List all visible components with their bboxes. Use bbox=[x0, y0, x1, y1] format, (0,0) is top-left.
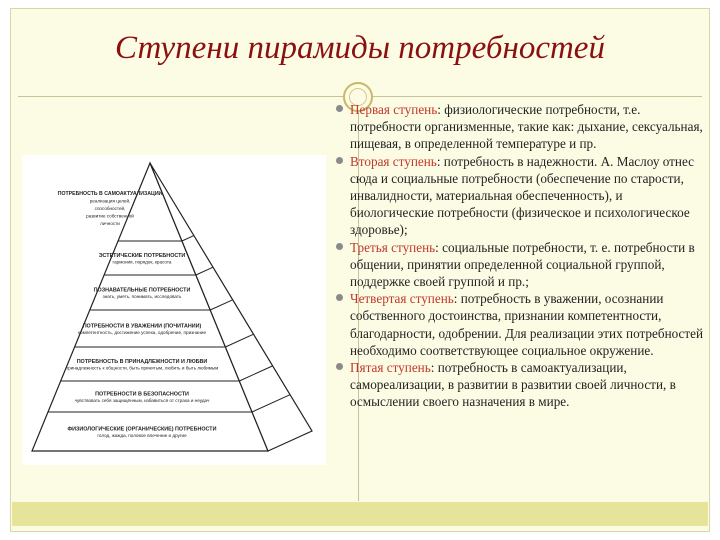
bullet-icon bbox=[336, 157, 343, 164]
pyramid-layer-subtitle: принадлежность к общности, быть принятым, любить и быть любимым bbox=[65, 365, 219, 371]
pyramid-layer-subtitle: гармония, порядок, красота bbox=[112, 259, 172, 265]
pyramid-svg bbox=[22, 155, 326, 465]
needs-steps-list bbox=[336, 101, 704, 411]
pyramid-layer-subtitle: чувствовать себя защищённым, избавиться от страха и неудач bbox=[74, 397, 210, 403]
list-item bbox=[336, 359, 704, 411]
pyramid-layer-subtitle: знать, уметь, понимать, исследовать bbox=[102, 293, 182, 299]
bullet-icon bbox=[336, 105, 343, 112]
step-text: : потребность в уважении, осознании собственного достоинства, признании компетентности, благодарности, одобрении. Для реализации этих потребностей необходимо соответствующее социальное окружение. bbox=[350, 291, 704, 358]
slide-title: Ступени пирамиды потребностей bbox=[115, 30, 605, 66]
pyramid-layer-subtitle: развитие собственной bbox=[86, 213, 134, 219]
list-item bbox=[336, 239, 704, 291]
step-text: : потребность в надежности. А. Маслоу отнес сюда и социальные потребности (обеспечение по старости, инвалидности, материальная обеспеченность), и биологические потребности (физическое и психологическое здоровье); bbox=[350, 153, 694, 238]
pyramid-layer-subtitle: голод, жажда, половое влечение и другие bbox=[97, 432, 187, 438]
pyramid-layer-subtitle: способностей, bbox=[94, 206, 126, 211]
pyramid-layer-title: ЭСТЕТИЧЕСКИЕ ПОТРЕБНОСТИ bbox=[98, 252, 186, 259]
step-text: : физиологические потребности, т.е. потребности организменные, такие как: дыхание, сексуальная, пищевая, в определенной температуре и пр. bbox=[350, 102, 703, 152]
pyramid-layer-title: ПОТРЕБНОСТЬ В САМОАКТУАЛИЗАЦИИ bbox=[57, 191, 163, 197]
pyramid-layer-title: ПОЗНАВАТЕЛЬНЫЕ ПОТРЕБНОСТИ bbox=[93, 287, 191, 294]
step-label: Вторая ступень bbox=[350, 153, 437, 169]
bottom-accent-band bbox=[12, 502, 708, 526]
step-text: : социальные потребности, т. е. потребности в общении, принятии определенной социальной группой, поддержке своей группой и пр.; bbox=[350, 239, 695, 290]
pyramid-layer-title: ПОТРЕБНОСТИ В БЕЗОПАСНОСТИ bbox=[95, 391, 189, 398]
step-label: Четвертая ступень bbox=[350, 291, 454, 307]
pyramid-layer-title: ПОТРЕБНОСТЬ В ПРИНАДЛЕЖНОСТИ И ЛЮБВИ bbox=[76, 358, 208, 365]
step-label: Третья ступень bbox=[350, 239, 436, 255]
pyramid-layer-subtitle: компетентность, достижение успеха, одобрение, признание bbox=[77, 329, 207, 335]
list-item bbox=[336, 290, 704, 359]
bullet-icon bbox=[336, 363, 343, 370]
step-text: : потребность в самоактуализации, самореализации, в развитии в развитии своей личности, в осмыслении своего назначения в мире. bbox=[350, 360, 676, 410]
list-item bbox=[336, 101, 704, 153]
pyramid-layer-title: ПОТРЕБНОСТИ В УВАЖЕНИИ (ПОЧИТАНИИ) bbox=[82, 323, 202, 330]
step-label: Первая ступень bbox=[350, 102, 438, 117]
maslow-pyramid-figure bbox=[22, 155, 326, 465]
pyramid-layer-subtitle: личности bbox=[100, 221, 120, 226]
bullet-icon bbox=[336, 294, 343, 301]
pyramid-layer-title: ФИЗИОЛОГИЧЕСКИЕ (ОРГАНИЧЕСКИЕ) ПОТРЕБНОСТИ bbox=[67, 426, 217, 433]
bullet-icon bbox=[336, 243, 343, 250]
step-label: Пятая ступень bbox=[350, 360, 431, 376]
pyramid-layer-subtitle: реализация целей, bbox=[89, 198, 131, 204]
list-item bbox=[336, 153, 704, 239]
